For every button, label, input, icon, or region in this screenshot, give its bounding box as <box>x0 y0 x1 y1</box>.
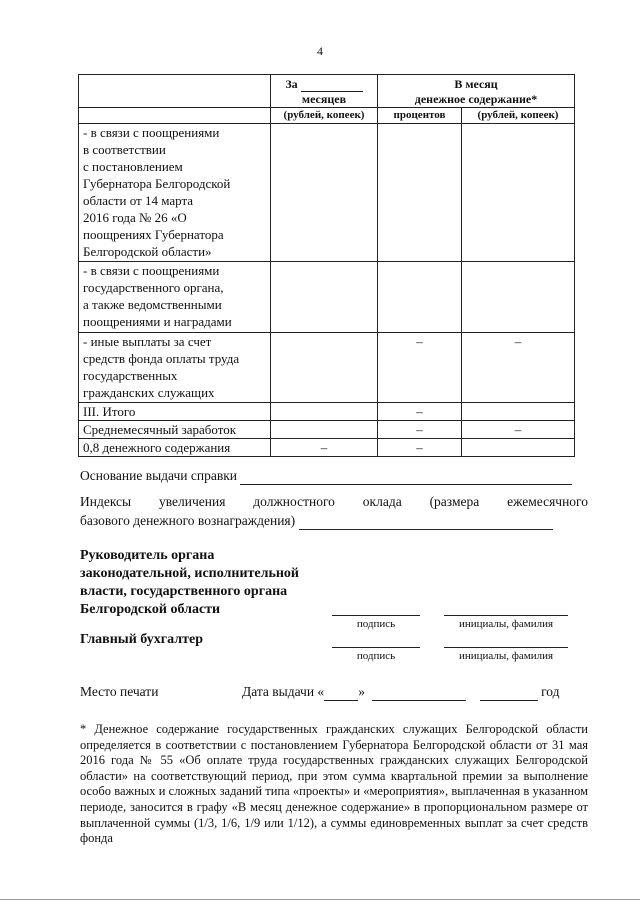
year-label: год <box>541 684 560 699</box>
cell-rub[interactable]: – <box>462 421 575 439</box>
row-label: III. Итого <box>79 403 271 421</box>
cell-rub[interactable] <box>462 439 575 457</box>
head-initials-line[interactable] <box>444 615 568 616</box>
page-bottom-edge <box>0 899 640 900</box>
cell-percent[interactable]: – <box>378 421 462 439</box>
accountant-signature-caption: подпись <box>356 650 396 662</box>
cell-percent[interactable] <box>378 262 462 333</box>
indexes-line-2 <box>80 512 588 530</box>
indexes-word: (размера <box>429 494 480 509</box>
table-row <box>79 403 575 421</box>
cell-rub[interactable] <box>462 403 575 421</box>
table-row <box>79 124 575 262</box>
indexes-word: оклада <box>362 494 402 509</box>
salary-table <box>78 74 575 457</box>
footnote: * Денежное содержание государственных гражданских служащих Белгородской области определяется в соответствии с постановлением Губернатора Белгородской области от 31 мая 2016 года № 55 «Об оплате труда государственных гражданских служащих Белгородской области» на соответствующий период, при этом сумма квартальной премии за выполнение особо важных и сложных заданий типа «проекты» и «мероприятия», выплаченная в указанном периоде, заносится в графу «В месяц денежное содержание» в пропорциональном размере от выплаченной суммы (1/3, 1/6, 1/9 или 1/12), а суммы единовременных выплат за счет средств фонда <box>80 722 588 846</box>
cell-for-months[interactable] <box>271 262 378 333</box>
cell-percent[interactable]: – <box>378 333 462 403</box>
cell-for-months[interactable] <box>271 124 378 262</box>
header-month-subtitle: денежное содержание* <box>414 92 538 106</box>
cell-percent[interactable] <box>378 124 462 262</box>
indexes-word: должностного <box>253 494 335 509</box>
row-label: - в связи с поощрениями в соответствии с постановлением Губернатора Белгородской области от 14 марта 2016 года № 26 «О поощрениях Губернатора Белгородской области» <box>79 124 271 262</box>
indexes-line-1 <box>80 493 588 511</box>
table-units-row <box>79 108 575 124</box>
issue-year-line[interactable] <box>480 686 538 701</box>
accountant-signature-line[interactable] <box>332 647 420 648</box>
cell-percent[interactable]: – <box>378 439 462 457</box>
head-initials-caption: инициалы, фамилия <box>458 618 554 630</box>
page-number: 4 <box>317 44 323 58</box>
issue-day-line[interactable] <box>324 686 358 701</box>
header-month-title: В месяц <box>454 77 498 91</box>
issue-month-line[interactable] <box>372 686 466 701</box>
table-header-row <box>79 75 575 108</box>
cell-for-months[interactable] <box>271 421 378 439</box>
header-empty-cell <box>79 75 271 108</box>
cell-for-months[interactable]: – <box>271 439 378 457</box>
indexes-field <box>80 493 588 530</box>
row-label: Среднемесячный заработок <box>79 421 271 439</box>
head-signature-line[interactable] <box>332 615 420 616</box>
issue-date-close: » <box>358 684 365 699</box>
indexes-word: ежемесячного <box>507 494 588 509</box>
cell-percent[interactable]: – <box>378 403 462 421</box>
unit-percent: процентов <box>378 108 462 124</box>
row-label: - иные выплаты за счет средств фонда оплаты труда государственных гражданских служащих <box>79 333 271 403</box>
accountant-initials-line[interactable] <box>444 647 568 648</box>
head-title: Руководитель органа законодательной, исполнительной власти, государственного органа Белгородской области <box>80 548 300 617</box>
cell-for-months[interactable] <box>271 403 378 421</box>
header-per-month <box>378 75 575 108</box>
cell-rub[interactable]: – <box>462 333 575 403</box>
header-months-label: месяцев <box>301 92 347 106</box>
table-row <box>79 421 575 439</box>
indexes-word: Индексы <box>80 494 132 509</box>
table-row <box>79 439 575 457</box>
basis-input-line[interactable] <box>240 470 572 485</box>
basis-field <box>80 467 572 485</box>
cell-rub[interactable] <box>462 124 575 262</box>
accountant-initials-caption: инициалы, фамилия <box>458 650 554 662</box>
basis-label: Основание выдачи справки <box>80 468 237 483</box>
indexes-input-line[interactable] <box>299 515 553 530</box>
unit-rub: (рублей, копеек) <box>271 108 378 124</box>
header-for-months <box>271 75 378 108</box>
row-label: 0,8 денежного содержания <box>79 439 271 457</box>
issue-date-field <box>242 683 560 701</box>
months-count-blank[interactable] <box>301 79 363 92</box>
stamp-label: Место печати <box>80 684 159 699</box>
units-empty-cell <box>79 108 271 124</box>
table-row <box>79 262 575 333</box>
issue-date-label: Дата выдачи « <box>242 684 325 699</box>
row-label: - в связи с поощрениями государственного органа, а также ведомственными поощрениями и наградами <box>79 262 271 333</box>
unit-rub-2: (рублей, копеек) <box>462 108 575 124</box>
table-row <box>79 333 575 403</box>
indexes-word: увеличения <box>158 494 226 509</box>
indexes-line-2-text: базового денежного вознаграждения) <box>80 513 296 528</box>
cell-for-months[interactable] <box>271 333 378 403</box>
accountant-title: Главный бухгалтер <box>80 632 203 647</box>
cell-rub[interactable] <box>462 262 575 333</box>
header-for-label: За <box>285 77 298 91</box>
head-signature-caption: подпись <box>356 618 396 630</box>
